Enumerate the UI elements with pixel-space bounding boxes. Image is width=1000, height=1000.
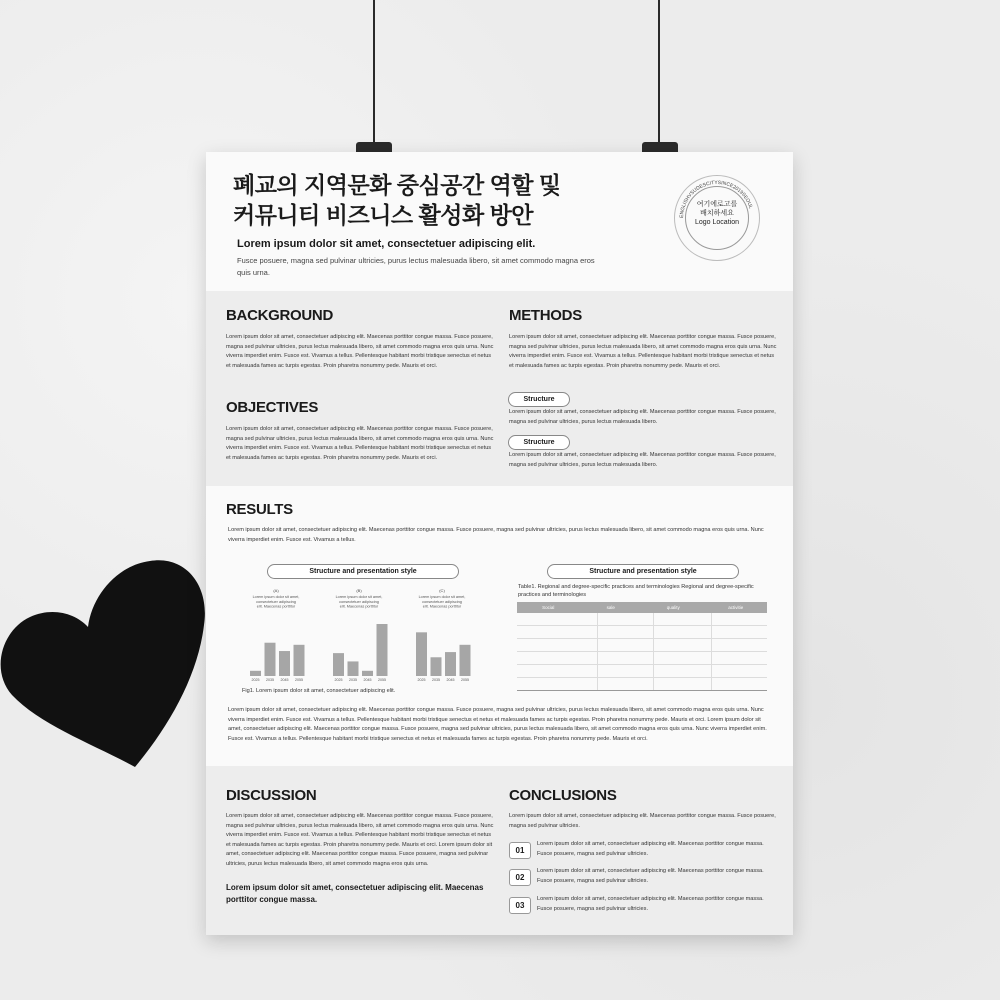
table-row-line: [517, 677, 767, 678]
methods-structure-pill-1: Structure: [508, 392, 570, 407]
chart-bar: [460, 645, 471, 676]
discussion-bold-text: Lorem ipsum dolor sit amet, consectetuer adipiscing elit. Maecenas porttitor congue massa.: [226, 883, 484, 904]
objectives-text: Lorem ipsum dolor sit amet, consectetuer adipiscing elit. Maecenas porttitor congue massa. Fusce posuere, magna sed pulvinar ultricies, purus lectus malesuada libero, sit amet commodo magna eros quis urna. Nunc viverra imperdiet enim. Fusce est. Vivamus a tellus. Pellentesque habitant morbi tristique senectus et netus et malesuada fames ac turpis egestas. Proin pharetra nonummy pede. Mauris et orci.: [226, 426, 494, 461]
chart-subtitle: Lorem ipsum dolor sit amet,: [252, 595, 300, 599]
table-bottom-line: [517, 690, 767, 691]
chart-subtitle: consectetuer adipiscing: [339, 599, 379, 604]
chart-tick-label: 2025: [334, 678, 343, 682]
black-heart-decoration: [0, 555, 210, 770]
chart-subtitle: elit. Maecenas porttitor: [422, 604, 462, 609]
chart-title: (C): [439, 588, 445, 593]
chart-tick-label: 2025: [417, 678, 426, 682]
conclusion-item-text: Lorem ipsum dolor sit amet, consectetuer adipiscing elit. Maecenas porttitor congue massa. Fusce posuere, magna sed pulvinar ultricies.: [537, 868, 764, 884]
table-caption: Table1. Regional and degree-specific practices and terminologies Regional and degree-specific practices and terminologies: [518, 584, 754, 598]
objectives-heading: OBJECTIVES: [226, 399, 319, 416]
chart-tick-label: 2035: [349, 678, 357, 682]
chart-bar: [294, 645, 305, 676]
title-line-2: 커뮤니티 비즈니스 활성화 방안: [233, 202, 534, 228]
table-row-line: [517, 638, 767, 639]
title-line-1: 폐교의 지역문화 중심공간 역할 및: [233, 172, 561, 198]
discussion-text: Lorem ipsum dolor sit amet, consectetuer adipiscing elit. Maecenas porttitor congue massa. Fusce posuere, magna sed pulvinar ultricies, purus lectus malesuada libero, sit amet commodo magna eros quis urna. Nunc viverra imperdiet enim. Fusce est. Vivamus a tellus. Pellentesque habitant morbi tristique senectus et netus et malesuada fames ac turpis egestas. Proin pharetra nonummy pede. Mauris et orci. Lorem ipsum dolor sit amet, consectetuer adipiscing elit. Maecenas porttitor congue massa. Fusce posuere, magna sed pulvinar ultricies, purus lectus malesuada libero, sit amet commodo magna eros quis urna.: [226, 813, 494, 867]
svg-text:ENGLISHVSUDESCITYSINCE2019SEOU: ENGLISHVSUDESCITYSINCE2019SEOUL: [678, 179, 754, 219]
background-text: Lorem ipsum dolor sit amet, consectetuer adipiscing elit. Maecenas porttitor congue massa. Fusce posuere, magna sed pulvinar ultricies, purus lectus malesuada libero, sit amet commodo magna eros quis urna. Nunc viverra imperdiet enim. Fusce est. Vivamus a tellus. Pellentesque habitant morbi tristique senectus et netus et malesuada fames ac turpis egestas. Proin pharetra nonummy pede. Mauris et orci.: [226, 334, 494, 369]
chart-tick-label: 2055: [461, 678, 469, 682]
poster-subtitle: Lorem ipsum dolor sit amet, consectetuer adipiscing elit.: [237, 238, 536, 250]
chart-bar: [362, 671, 373, 676]
chart-subtitle: Lorem ipsum dolor sit amet,: [335, 595, 383, 599]
chart-bar: [416, 632, 427, 676]
methods-structure-text-2: Lorem ipsum dolor sit amet, consectetuer adipiscing elit. Maecenas porttitor congue massa. Fusce posuere, magna sed pulvinar ultricies, purus lectus malesuada libero.: [509, 452, 776, 468]
conclusion-number: 02: [509, 869, 531, 886]
conclusion-number: 03: [509, 897, 531, 914]
chart-tick-label: 2055: [378, 678, 386, 682]
table-col-line: [653, 613, 654, 690]
results-left-pill: Structure and presentation style: [267, 564, 459, 579]
table-row-line: [517, 625, 767, 626]
chart-title: (B): [356, 588, 362, 593]
logo-text-line-2: 배치하세요: [700, 210, 734, 217]
poster-intro: Fusce posuere, magna sed pulvinar ultricies, purus lectus malesuada libero, sit amet commodo magna eros quis urna.: [237, 256, 595, 277]
logo-placeholder: [674, 175, 760, 261]
chart-subtitle: elit. Maecenas porttitor: [256, 604, 296, 609]
chart-bar: [348, 661, 359, 676]
conclusion-item-text: Lorem ipsum dolor sit amet, consectetuer adipiscing elit. Maecenas porttitor congue massa. Fusce posuere, magna sed pulvinar ultricies.: [537, 896, 764, 912]
table-header-cell: activitie: [728, 605, 744, 610]
methods-structure-pill-2: Structure: [508, 435, 570, 450]
poster: [206, 152, 793, 935]
chart-subtitle: consectetuer adipiscing: [256, 599, 296, 604]
methods-structure-text-1: Lorem ipsum dolor sit amet, consectetuer adipiscing elit. Maecenas porttitor congue massa. Fusce posuere, magna sed pulvinar ultricies, purus lectus malesuada libero.: [509, 409, 776, 425]
conclusions-intro: Lorem ipsum dolor sit amet, consectetuer adipiscing elit. Maecenas porttitor congue massa. Fusce posuere, magna sed pulvinar ultricies.: [509, 813, 776, 829]
logo-text: [675, 200, 759, 227]
figure-caption: Fig1. Lorem ipsum dolor sit amet, consectetuer adipiscing elit.: [242, 688, 396, 694]
logo-text-line-1: 여기에로고를: [696, 201, 738, 208]
chart-bar: [279, 651, 290, 676]
background-heading: BACKGROUND: [226, 307, 333, 324]
chart-bar: [250, 671, 261, 676]
chart-tick-label: 2045: [363, 678, 372, 682]
chart-bar: [377, 624, 388, 676]
discussion-heading: DISCUSSION: [226, 787, 317, 804]
conclusion-item-text: Lorem ipsum dolor sit amet, consectetuer adipiscing elit. Maecenas porttitor congue massa. Fusce posuere, magna sed pulvinar ultricies.: [537, 841, 764, 857]
results-heading: RESULTS: [226, 501, 293, 518]
hanging-string-left: [373, 0, 375, 150]
hanging-string-right: [658, 0, 660, 150]
table-header-cell: sale: [606, 605, 615, 610]
chart-title: (A): [273, 588, 279, 593]
table-row-line: [517, 664, 767, 665]
chart-tick-label: 2025: [251, 678, 260, 682]
chart-subtitle: elit. Maecenas porttitor: [339, 604, 379, 609]
table-header-cell: quality: [666, 605, 680, 610]
conclusion-number: 01: [509, 842, 531, 859]
methods-text: Lorem ipsum dolor sit amet, consectetuer adipiscing elit. Maecenas porttitor congue massa. Fusce posuere, magna sed pulvinar ultricies, purus lectus malesuada libero, sit amet commodo magna eros quis urna. Nunc viverra imperdiet enim. Fusce est. Vivamus a tellus. Pellentesque habitant morbi tristique senectus et netus et malesuada fames ac turpis egestas. Proin pharetra nonummy pede. Mauris et orci.: [509, 334, 777, 369]
chart-bar: [431, 657, 442, 676]
conclusions-heading: CONCLUSIONS: [509, 787, 617, 804]
table-header-cell: Social: [542, 605, 555, 610]
results-right-pill: Structure and presentation style: [547, 564, 739, 579]
chart-bar: [333, 653, 344, 676]
chart-bar: [265, 643, 276, 676]
logo-text-line-3: Logo Location: [695, 219, 739, 226]
chart-tick-label: 2045: [446, 678, 455, 682]
results-outro: Lorem ipsum dolor sit amet, consectetuer adipiscing elit. Maecenas porttitor congue massa. Fusce posuere, magna sed pulvinar ultricies, purus lectus malesuada libero, sit amet commodo magna eros quis urna. Nunc viverra imperdiet enim. Fusce est. Vivamus a tellus. Pellentesque habitant morbi tristique senectus et netus et malesuada fames ac turpis egestas. Proin pharetra nonummy pede. Mauris et orci. Lorem ipsum dolor sit amet, consectetuer adipiscing elit. Maecenas porttitor congue massa. Fusce posuere, magna sed pulvinar ultricies, purus lectus malesuada libero, sit amet commodo magna eros quis urna. Nunc viverra imperdiet enim. Fusce est. Vivamus a tellus. Pellentesque habitant morbi tristique senectus et netus et malesuada fames ac turpis egestas. Proin pharetra nonummy pede. Mauris et orci.: [228, 707, 767, 742]
methods-heading: METHODS: [509, 307, 582, 324]
table-row-line: [517, 651, 767, 652]
chart-subtitle: consectetuer adipiscing: [422, 599, 462, 604]
chart-bar: [445, 652, 456, 676]
results-bar-charts: [236, 588, 486, 688]
chart-subtitle: Lorem ipsum dolor sit amet,: [418, 595, 466, 599]
poster-title: [233, 170, 613, 230]
results-intro: Lorem ipsum dolor sit amet, consectetuer adipiscing elit. Maecenas porttitor congue massa. Fusce posuere, magna sed pulvinar ultricies, purus lectus malesuada libero, sit amet commodo magna eros quis urna. Nunc viverra imperdiet enim. Fusce est. Vivamus a tellus.: [228, 527, 764, 543]
chart-tick-label: 2045: [280, 678, 289, 682]
chart-tick-label: 2055: [295, 678, 303, 682]
chart-tick-label: 2035: [432, 678, 440, 682]
table-col-line: [711, 613, 712, 690]
table-col-line: [597, 613, 598, 690]
chart-tick-label: 2035: [266, 678, 274, 682]
table-header: [517, 602, 767, 613]
